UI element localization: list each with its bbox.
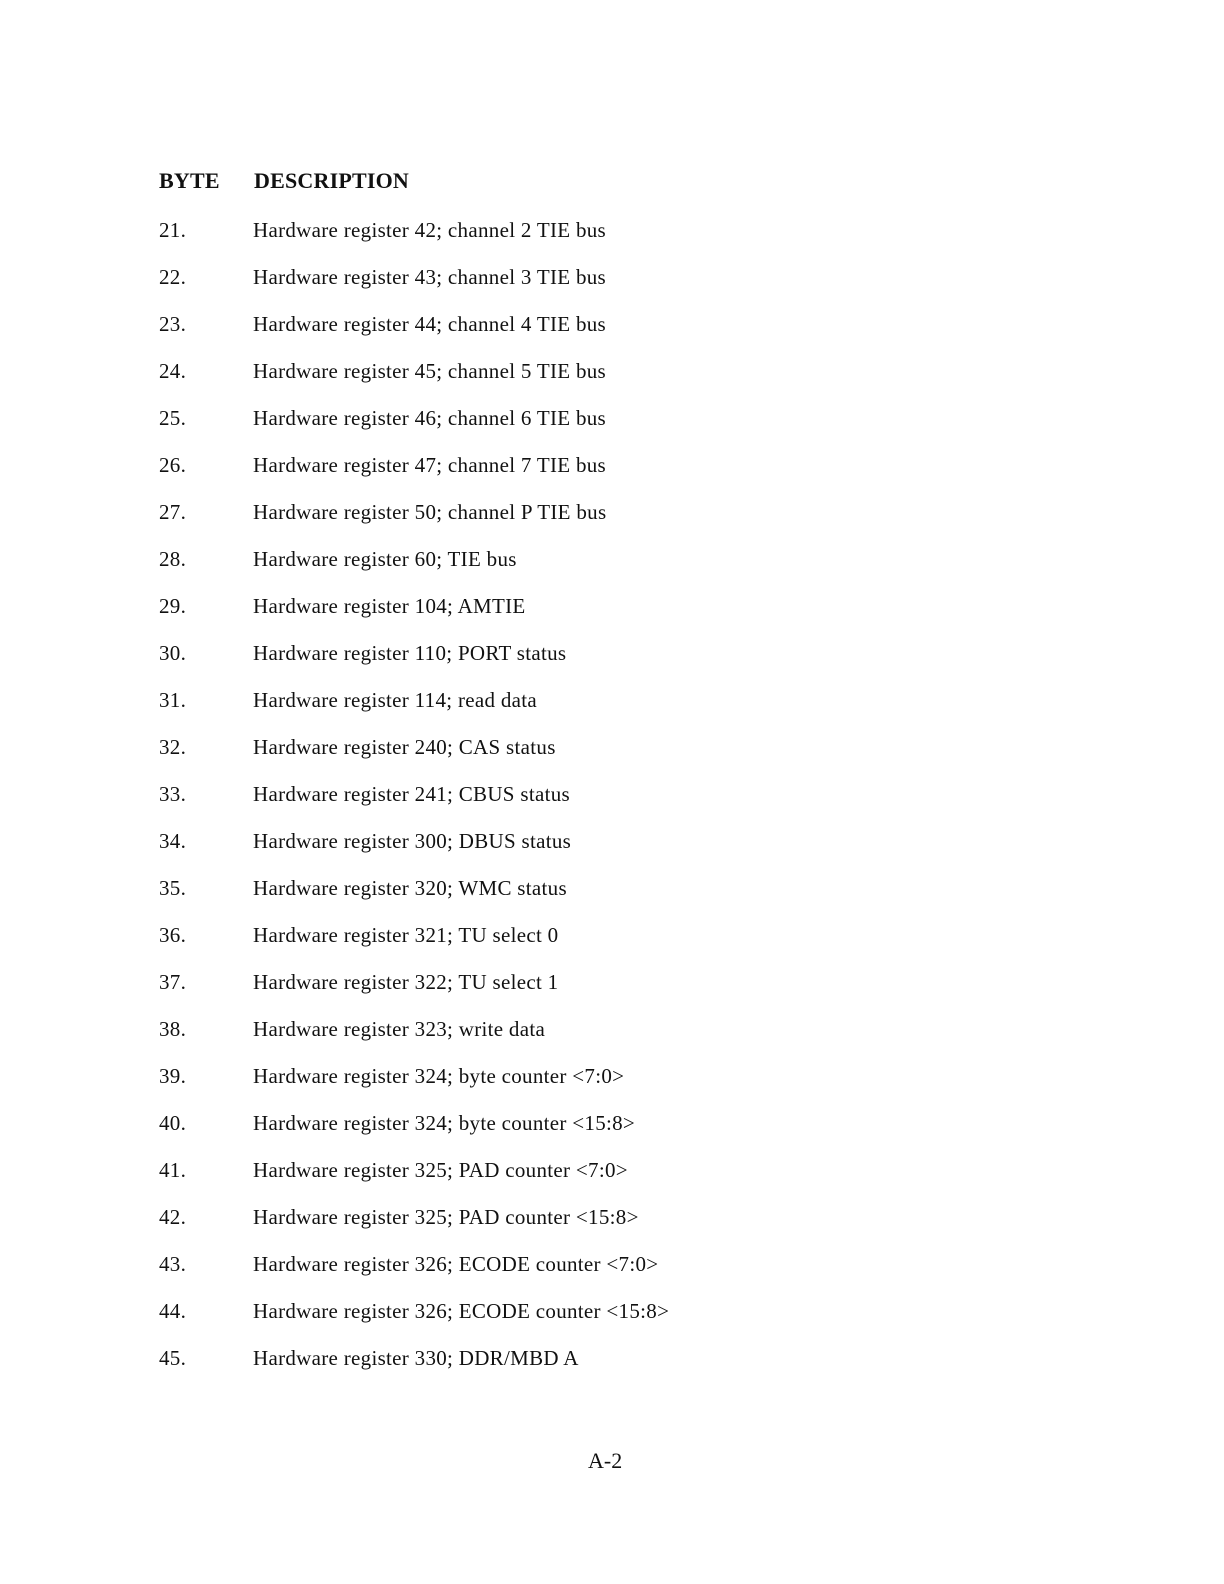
- register-description: Hardware register 324; byte counter <15:8>: [253, 1111, 636, 1135]
- table-row: [159, 876, 859, 923]
- register-description: Hardware register 110; PORT status: [253, 641, 567, 665]
- byte-number: 38.: [159, 1017, 187, 1041]
- byte-number: 28.: [159, 547, 187, 571]
- byte-column-header: BYTE: [159, 168, 220, 193]
- byte-number: 32.: [159, 735, 187, 759]
- table-row: [159, 970, 859, 1017]
- table-row: [159, 1111, 859, 1158]
- byte-number: 26.: [159, 453, 187, 477]
- table-row: [159, 782, 859, 829]
- register-description: Hardware register 323; write data: [253, 1017, 546, 1041]
- byte-number: 39.: [159, 1064, 187, 1088]
- register-description: Hardware register 330; DDR/MBD A: [253, 1346, 579, 1370]
- byte-number: 35.: [159, 876, 187, 900]
- byte-number: 25.: [159, 406, 187, 430]
- table-row: [159, 1158, 859, 1205]
- register-description: Hardware register 45; channel 5 TIE bus: [253, 359, 607, 383]
- byte-number: 30.: [159, 641, 187, 665]
- register-description: Hardware register 104; AMTIE: [253, 594, 526, 618]
- table-row: [159, 359, 859, 406]
- table-row: [159, 1064, 859, 1111]
- byte-number: 27.: [159, 500, 187, 524]
- register-description: Hardware register 60; TIE bus: [253, 547, 517, 571]
- byte-number: 44.: [159, 1299, 187, 1323]
- table-row: [159, 1252, 859, 1299]
- table-row: [159, 923, 859, 970]
- register-description: Hardware register 325; PAD counter <15:8>: [253, 1205, 639, 1229]
- byte-number: 29.: [159, 594, 187, 618]
- byte-number: 40.: [159, 1111, 187, 1135]
- table-row: [159, 735, 859, 782]
- register-description: Hardware register 43; channel 3 TIE bus: [253, 265, 607, 289]
- byte-number: 37.: [159, 970, 187, 994]
- register-description: Hardware register 321; TU select 0: [253, 923, 559, 947]
- byte-number: 31.: [159, 688, 187, 712]
- table-row: [159, 688, 859, 735]
- table-row: [159, 594, 859, 641]
- register-description: Hardware register 325; PAD counter <7:0>: [253, 1158, 628, 1182]
- byte-number: 23.: [159, 312, 187, 336]
- register-description: Hardware register 42; channel 2 TIE bus: [253, 218, 607, 242]
- byte-number: 43.: [159, 1252, 187, 1276]
- table-row: [159, 406, 859, 453]
- register-description: Hardware register 46; channel 6 TIE bus: [253, 406, 607, 430]
- byte-number: 33.: [159, 782, 187, 806]
- register-description: Hardware register 241; CBUS status: [253, 782, 570, 806]
- register-description: Hardware register 50; channel P TIE bus: [253, 500, 607, 524]
- byte-number: 34.: [159, 829, 187, 853]
- byte-number: 45.: [159, 1346, 187, 1370]
- byte-number: 21.: [159, 218, 187, 242]
- register-description: Hardware register 320; WMC status: [253, 876, 567, 900]
- table-row: [159, 265, 859, 312]
- table-row: [159, 218, 859, 265]
- table-row: [159, 1299, 859, 1346]
- byte-number: 42.: [159, 1205, 187, 1229]
- register-description: Hardware register 240; CAS status: [253, 735, 556, 759]
- page-number: A-2: [588, 1448, 623, 1473]
- byte-number: 36.: [159, 923, 187, 947]
- register-description: Hardware register 322; TU select 1: [253, 970, 559, 994]
- register-description: Hardware register 114; read data: [253, 688, 538, 712]
- register-description: Hardware register 44; channel 4 TIE bus: [253, 312, 607, 336]
- register-description: Hardware register 326; ECODE counter <7:0>: [253, 1252, 659, 1276]
- table-row: [159, 1346, 859, 1393]
- byte-number: 41.: [159, 1158, 187, 1182]
- byte-number: 24.: [159, 359, 187, 383]
- description-column-header: DESCRIPTION: [254, 168, 410, 193]
- register-table: [159, 218, 859, 1393]
- register-description: Hardware register 300; DBUS status: [253, 829, 572, 853]
- table-row: [159, 453, 859, 500]
- register-description: Hardware register 47; channel 7 TIE bus: [253, 453, 607, 477]
- table-row: [159, 641, 859, 688]
- table-row: [159, 1205, 859, 1252]
- table-row: [159, 312, 859, 359]
- table-row: [159, 500, 859, 547]
- table-row: [159, 829, 859, 876]
- table-row: [159, 547, 859, 594]
- byte-number: 22.: [159, 265, 187, 289]
- table-row: [159, 1017, 859, 1064]
- register-description: Hardware register 326; ECODE counter <15:8>: [253, 1299, 670, 1323]
- register-description: Hardware register 324; byte counter <7:0>: [253, 1064, 625, 1088]
